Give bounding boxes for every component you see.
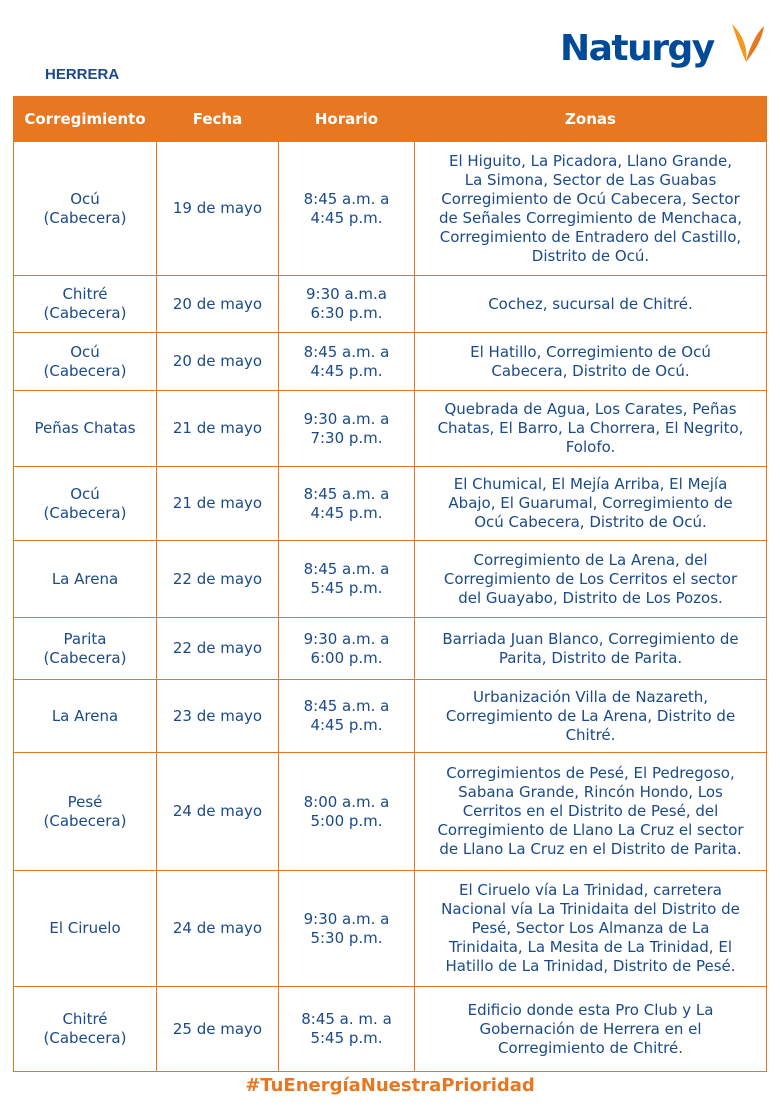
horario-cell [279, 871, 415, 987]
zonas-cell-line: Parita, Distrito de Parita. [498, 648, 683, 667]
zonas-cell-line: Corregimiento de La Arena, del [473, 550, 708, 569]
fecha-cell-line: 24 de mayo [172, 802, 263, 820]
corregimiento-cell-line: (Cabecera) [43, 361, 127, 380]
fecha-cell [157, 871, 279, 987]
zonas-cell-line: Gobernación de Herrera en el [479, 1019, 702, 1038]
fecha-cell [157, 142, 279, 276]
zonas-cell-line: Hatillo de La Trinidad, Distrito de Pesé. [445, 957, 736, 975]
horario-cell-line: 8:00 a.m. a [303, 792, 390, 811]
corregimiento-cell-line: Ocú [70, 484, 100, 503]
zonas-cell [415, 541, 767, 618]
zonas-cell-line: Cabecera, Distrito de Ocú. [491, 361, 690, 380]
horario-cell [279, 618, 415, 680]
horario-cell [279, 680, 415, 753]
zonas-cell [415, 618, 767, 680]
horario-cell-line: 8:45 a.m. a [303, 560, 390, 578]
horario-cell-line: 4:45 p.m. [310, 716, 383, 734]
corregimiento-cell-line: Pesé [67, 792, 103, 811]
zonas-cell-line: Trinidaita, La Mesita de La Trinidad, El [449, 938, 732, 956]
corregimiento-cell [14, 276, 157, 333]
horario-cell-line: 9:30 a.m.a [306, 285, 387, 303]
fecha-cell [157, 680, 279, 753]
column-header: Corregimiento [14, 97, 157, 142]
zonas-cell-line: Corregimiento de Entradero del Castillo, [439, 227, 742, 246]
region-title: HERRERA [45, 66, 120, 83]
horario-cell-line: 5:30 p.m. [310, 928, 383, 947]
corregimiento-cell [14, 333, 157, 391]
corregimiento-cell-line: Peñas Chatas [34, 419, 136, 437]
horario-cell-line: 8:45 a.m. a [303, 484, 390, 503]
fecha-cell [157, 618, 279, 680]
corregimiento-cell [14, 680, 157, 753]
corregimiento-cell-line: La Arena [51, 706, 119, 725]
corregimiento-cell-line: (Cabecera) [43, 503, 127, 522]
horario-cell [279, 142, 415, 276]
corregimiento-cell [14, 753, 157, 871]
table-row [14, 391, 767, 467]
fecha-cell-line: 25 de mayo [172, 1019, 263, 1038]
zonas-cell-line: Pesé, Sector Los Almanza de La [471, 919, 710, 937]
zonas-cell-line: Distrito de Ocú. [531, 246, 650, 265]
zonas-cell-line: El Hatillo, Corregimiento de Ocú [470, 342, 711, 361]
fecha-cell [157, 276, 279, 333]
corregimiento-cell [14, 467, 157, 541]
horario-cell [279, 541, 415, 618]
naturgy-logo [560, 22, 770, 82]
table-row [14, 987, 767, 1072]
horario-cell-line: 5:00 p.m. [310, 811, 383, 830]
corregimiento-cell-line: Parita [63, 629, 107, 648]
table-header-row [14, 97, 767, 142]
table-row [14, 276, 767, 333]
horario-cell-line: 7:30 p.m. [310, 428, 383, 447]
fecha-cell-line: 20 de mayo [172, 352, 263, 370]
corregimiento-cell-line: La Arena [51, 569, 119, 588]
column-header: Fecha [157, 97, 279, 142]
schedule-table [13, 96, 767, 1072]
corregimiento-cell [14, 142, 157, 276]
horario-cell-line: 9:30 a.m. a [303, 909, 390, 928]
zonas-cell-line: El Ciruelo vía La Trinidad, carretera [458, 881, 722, 899]
corregimiento-cell-line: El Ciruelo [49, 919, 121, 937]
corregimiento-cell-line: (Cabecera) [43, 304, 127, 322]
zonas-cell-line: de Llano La Cruz en el Distrito de Parita. [439, 840, 742, 858]
fecha-cell-line: 21 de mayo [172, 419, 263, 437]
logo-wordmark: Naturgy [560, 28, 714, 69]
zonas-cell-line: Edificio donde esta Pro Club y La [467, 1000, 714, 1019]
fecha-cell-line: 22 de mayo [172, 639, 263, 657]
zonas-cell-line: Corregimiento de Los Cerritos el sector [443, 569, 738, 588]
horario-cell-line: 8:45 a.m. a [303, 189, 390, 208]
zonas-cell [415, 753, 767, 871]
fecha-cell-line: 20 de mayo [172, 294, 263, 313]
horario-cell [279, 276, 415, 333]
horario-cell [279, 391, 415, 467]
zonas-cell-line: Chatas, El Barro, La Chorrera, El Negrito, [437, 419, 744, 437]
zonas-cell-line: Abajo, El Guarumal, Corregimiento de [448, 494, 733, 512]
zonas-cell-line: Corregimiento de La Arena, Distrito de [445, 706, 736, 725]
fecha-cell-line: 24 de mayo [172, 919, 263, 937]
corregimiento-cell [14, 871, 157, 987]
corregimiento-cell-line: Chitré [62, 285, 108, 303]
fecha-cell-line: 21 de mayo [172, 494, 263, 512]
zonas-cell-line: La Simona, Sector de Las Guabas [464, 170, 717, 189]
table-row [14, 871, 767, 987]
zonas-cell-line: Quebrada de Agua, Los Carates, Peñas [444, 400, 737, 418]
zonas-cell [415, 142, 767, 276]
horario-cell-line: 6:30 p.m. [310, 304, 383, 322]
table-row [14, 753, 767, 871]
horario-cell [279, 333, 415, 391]
horario-cell-line: 4:45 p.m. [310, 361, 383, 380]
fecha-cell-line: 22 de mayo [172, 569, 263, 588]
horario-cell [279, 467, 415, 541]
horario-cell-line: 5:45 p.m. [310, 1029, 383, 1047]
table-row [14, 680, 767, 753]
zonas-cell-line: El Higuito, La Picadora, Llano Grande, [448, 151, 733, 170]
fecha-cell-line: 19 de mayo [172, 199, 263, 217]
zonas-cell-line: Corregimiento de Chitré. [497, 1038, 684, 1057]
zonas-cell-line: del Guayabo, Distrito de Los Pozos. [458, 588, 723, 607]
zonas-cell-line: Corregimientos de Pesé, El Pedregoso, [446, 764, 735, 782]
table-row [14, 541, 767, 618]
zonas-cell-line: Folofo. [565, 438, 616, 456]
fecha-cell [157, 467, 279, 541]
table-row [14, 618, 767, 680]
zonas-cell-line: Barriada Juan Blanco, Corregimiento de [442, 629, 739, 648]
zonas-cell [415, 467, 767, 541]
corregimiento-cell-line: Ocú [70, 342, 100, 361]
corregimiento-cell-line: (Cabecera) [43, 811, 127, 830]
table-row [14, 142, 767, 276]
zonas-cell [415, 680, 767, 753]
fecha-cell [157, 753, 279, 871]
column-header: Horario [279, 97, 415, 142]
horario-cell-line: 8:45 a.m. a [303, 697, 390, 715]
fecha-cell [157, 333, 279, 391]
horario-cell [279, 987, 415, 1072]
zonas-cell-line: Cochez, sucursal de Chitré. [488, 294, 693, 313]
zonas-cell-line: Corregimiento de Llano La Cruz el sector [437, 821, 744, 839]
corregimiento-cell [14, 391, 157, 467]
column-header: Zonas [415, 97, 767, 142]
horario-cell-line: 4:45 p.m. [310, 503, 383, 522]
zonas-cell [415, 871, 767, 987]
corregimiento-cell [14, 541, 157, 618]
table-row [14, 467, 767, 541]
corregimiento-cell-line: (Cabecera) [43, 1029, 127, 1047]
zonas-cell [415, 276, 767, 333]
zonas-cell-line: Ocú Cabecera, Distrito de Ocú. [474, 513, 707, 531]
horario-cell-line: 9:30 a.m. a [303, 409, 390, 428]
horario-cell-line: 8:45 a. m. a [301, 1010, 392, 1028]
corregimiento-cell-line: (Cabecera) [43, 648, 127, 667]
corregimiento-cell-line: (Cabecera) [43, 208, 127, 227]
horario-cell [279, 753, 415, 871]
fecha-cell [157, 987, 279, 1072]
zonas-cell-line: Cerritos en el Distrito de Pesé, del [462, 802, 719, 820]
horario-cell-line: 8:45 a.m. a [303, 342, 390, 361]
butterfly-icon [726, 22, 768, 66]
corregimiento-cell-line: Chitré [62, 1010, 108, 1028]
corregimiento-cell [14, 618, 157, 680]
zonas-cell-line: Sabana Grande, Rincón Hondo, Los [458, 783, 723, 801]
footer-hashtag: #TuEnergíaNuestraPrioridad [245, 1075, 535, 1096]
table-row [14, 333, 767, 391]
zonas-cell [415, 987, 767, 1072]
zonas-cell-line: Chitré. [565, 725, 616, 744]
fecha-cell [157, 391, 279, 467]
zonas-cell [415, 333, 767, 391]
corregimiento-cell [14, 987, 157, 1072]
horario-cell-line: 9:30 a.m. a [303, 629, 390, 648]
zonas-cell-line: de Señales Corregimiento de Menchaca, [439, 208, 742, 227]
zonas-cell-line: El Chumical, El Mejía Arriba, El Mejía [453, 475, 728, 493]
horario-cell-line: 5:45 p.m. [310, 579, 383, 597]
zonas-cell [415, 391, 767, 467]
fecha-cell-line: 23 de mayo [172, 706, 263, 725]
horario-cell-line: 6:00 p.m. [310, 648, 383, 667]
zonas-cell-line: Nacional vía La Trinidaita del Distrito de [441, 900, 740, 918]
horario-cell-line: 4:45 p.m. [310, 208, 383, 227]
corregimiento-cell-line: Ocú [70, 189, 100, 208]
fecha-cell [157, 541, 279, 618]
zonas-cell-line: Urbanización Villa de Nazareth, [472, 687, 709, 706]
zonas-cell-line: Corregimiento de Ocú Cabecera, Sector [441, 189, 740, 208]
